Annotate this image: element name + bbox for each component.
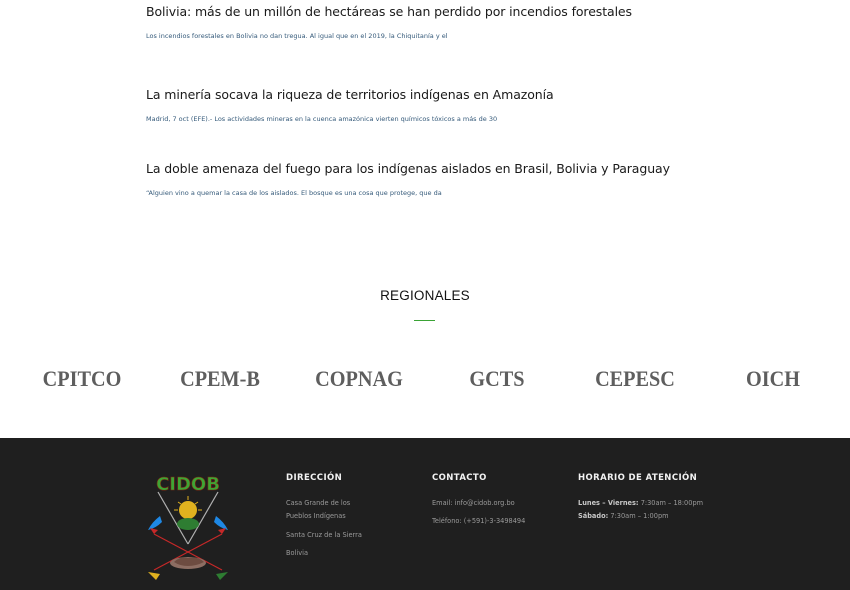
regionales-heading: REGIONALES xyxy=(380,288,470,303)
horario-saturday-hours: 7:30am – 1:00pm xyxy=(610,512,669,520)
regional-oich[interactable]: OICH xyxy=(746,366,800,391)
direccion-title: DIRECCIÓN xyxy=(286,473,343,483)
horario-weekday-hours: 7:30am – 18:00pm xyxy=(640,499,704,507)
direccion-line: Bolivia xyxy=(286,549,308,557)
news-item xyxy=(146,87,766,123)
news-item-excerpt: Madrid, 7 oct (EFE).- Los actividades mineras en la cuenca amazónica vierten químicos tóxicos a más de 30 xyxy=(146,115,498,123)
horario-saturday-label: Sábado: xyxy=(578,512,609,520)
contacto-title: CONTACTO xyxy=(432,473,487,483)
regional-gcts[interactable]: GCTS xyxy=(469,366,525,391)
news-item-excerpt: Los incendios forestales en Bolivia no dan tregua. Al igual que en el 2019, la Chiquitanía y el xyxy=(146,32,448,40)
cidob-logo[interactable] xyxy=(140,470,236,580)
horario-weekday xyxy=(578,499,703,507)
news-item xyxy=(146,161,766,197)
news-item-title[interactable]: Bolivia: más de un millón de hectáreas se han perdido por incendios forestales xyxy=(146,4,632,19)
regional-cepesc[interactable]: CEPESC xyxy=(595,366,675,391)
regional-cpitco[interactable]: CPITCO xyxy=(42,366,122,391)
direccion-line: Casa Grande de los xyxy=(286,499,351,507)
direccion-line: Santa Cruz de la Sierra xyxy=(286,531,362,539)
news-item-title[interactable]: La doble amenaza del fuego para los indígenas aislados en Brasil, Bolivia y Paraguay xyxy=(146,161,670,176)
horario-title: HORARIO DE ATENCIÓN xyxy=(578,473,698,483)
news-item xyxy=(146,4,766,40)
heading-underline xyxy=(414,320,435,321)
direccion-line: Pueblos Indígenas xyxy=(286,512,346,520)
regional-copnag[interactable]: COPNAG xyxy=(315,366,403,391)
footer xyxy=(0,438,850,590)
svg-text:CIDOB: CIDOB xyxy=(156,474,220,495)
regionales-list xyxy=(0,360,850,400)
news-item-excerpt: “Alguien vino a quemar la casa de los aislados. El bosque es una cosa que protege, que da xyxy=(146,189,442,197)
news-item-title[interactable]: La minería socava la riqueza de territorios indígenas en Amazonía xyxy=(146,87,554,102)
contact-email[interactable]: Email: info@cidob.org.bo xyxy=(432,499,515,507)
contact-phone[interactable]: Teléfono: (+591)-3-3498494 xyxy=(432,517,526,525)
horario-weekday-label: Lunes – Viernes: xyxy=(578,499,639,507)
horario-saturday xyxy=(578,512,669,520)
regional-cpem-b[interactable]: CPEM-B xyxy=(180,366,260,391)
